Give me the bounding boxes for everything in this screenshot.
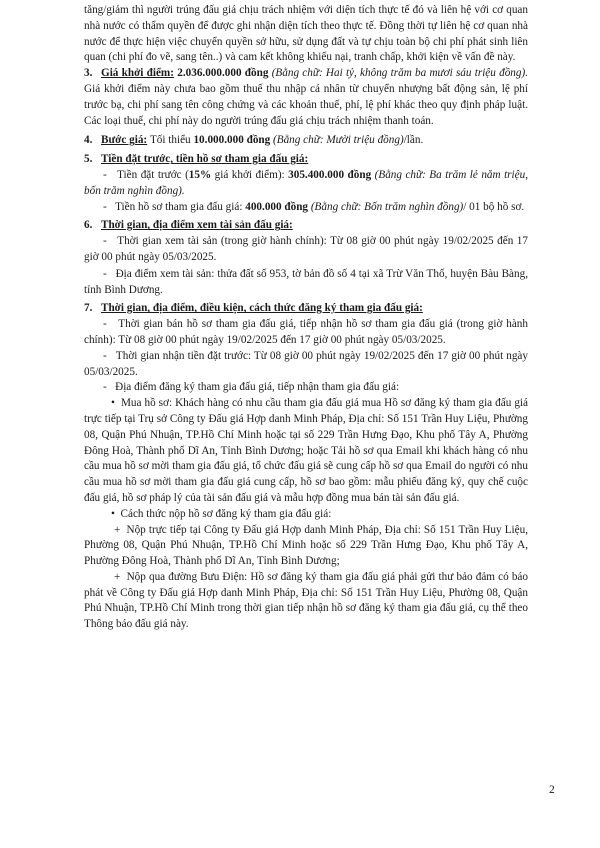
buy-dossier-bullet: • Mua hồ sơ: Khách hàng có nhu cầu tham gia đấu giá mua Hồ sơ đăng ký tham gia đấu giá trực tiếp tại Trụ sở Công ty Đấu giá Hợp danh Minh Pháp, Địa chỉ: Số 151 Trần Huy Liệu, Phường 08, Quận Phú Nhuận, TP.Hồ Chí Minh hoặc tại số 229 Trần Hưng Đạo, Khu phố Tây A, Phường Đông Hoà, Thành phố Dĩ An, Tỉnh Bình Dương; hoặc Tải hồ sơ qua Email khi khách hàng có nhu cầu mua hồ sơ mời tham gia đấu giá, tổ chức đấu giá sẽ cung cấp hồ sơ qua Email do người có nhu cầu mua hồ sơ mời tham gia đấu giá cung cấp, hồ sơ bao gồm: mẫu phiếu đăng ký, quy chế cuộc đấu giá, hồ sơ pháp lý của tài sản đấu giá và mẫu hợp đồng mua bán tài sản đấu giá.	[84, 397, 528, 504]
submit-in-person: + Nộp trực tiếp tại Công ty Đấu giá Hợp danh Minh Pháp, Địa chỉ: Số 151 Trần Huy Liệu, Phường 08, Quận Phú Nhuận, TP.Hồ Chí Minh hoặc số 229 Trần Hưng Đạo, Khu phố Tây A, Phường Đông Hoà, Thành phố Dĩ An, Tỉnh Bình Dương;	[84, 523, 528, 568]
section-number: 4.	[84, 134, 93, 147]
registration-location: - Địa điểm đăng ký tham gia đấu giá, tiếp nhận tham gia đấu giá:	[103, 381, 400, 394]
section-4-heading	[84, 133, 528, 149]
deposit-receipt-time: - Thời gian nhận tiền đặt trước: Từ 08 giờ 00 phút ngày 19/02/2025 đến 17 giờ 00 phút ngày 05/03/2025.	[84, 349, 528, 378]
dossier-fee-label: - Tiền hồ sơ tham gia đấu giá:	[103, 200, 246, 213]
deposit-line	[84, 168, 528, 200]
section-5-heading	[84, 152, 528, 168]
dossier-fee-amount: 400.000 đồng	[245, 200, 309, 213]
dossier-sale-time: - Thời gian bán hồ sơ tham gia đấu giá, tiếp nhận hồ sơ tham gia đấu giá (trong giờ hành chính): Từ 08 giờ 00 phút ngày 19/02/2025 đến 17 giờ 00 phút ngày 05/03/2025.	[84, 318, 528, 346]
dossier-fee-words: (Bằng chữ: Bốn trăm nghìn đồng)	[310, 200, 464, 213]
section-7-heading	[84, 301, 528, 317]
starting-price-amount: 2.036.000.000 đồng	[177, 67, 269, 80]
section-6-heading	[84, 218, 528, 234]
section-title: Bước giá:	[101, 134, 148, 147]
starting-price-note: Giá khởi điểm này chưa bao gồm thuế thu nhập cá nhân từ chuyển nhượng bất động sản, lệ phí trước bạ, chi phí sang tên công chứng và các khoản thuế, phí, lệ phí khác theo quy định pháp luật. Các loại thuế, chi phí này do người trúng đấu giá chịu trách nhiệm thanh toán.	[84, 82, 528, 127]
deposit-percent: 15%	[188, 168, 212, 181]
starting-price-words	[272, 67, 528, 79]
section-3-inline	[177, 67, 271, 79]
starting-price-words-text: (Bằng chữ: Hai tỷ, không trăm ba mươi sáu triệu đồng).	[271, 67, 529, 80]
bid-step-amount: 10.000.000 đồng	[193, 134, 271, 147]
page-number: 2	[549, 784, 555, 796]
viewing-location: - Địa điểm xem tài sản: thửa đất số 953, tờ bản đồ số 4 tại xã Trừ Văn Thố, huyện Bàu Bàng, tỉnh Bình Dương.	[84, 267, 528, 296]
section-title: Giá khởi điểm:	[101, 67, 174, 80]
section-title: Tiền đặt trước, tiền hồ sơ tham gia đấu giá:	[101, 153, 309, 166]
bid-step-post: /lần.	[403, 134, 424, 147]
submit-by-post: + Nộp qua đường Bưu Điện: Hồ sơ đăng ký tham gia đấu giá phải gửi thư bảo đảm có báo phát về Công ty Đấu giá Hợp danh Minh Pháp, Địa chỉ: Số 151 Trần Huy Liệu, Phường 08, Quận Phú Nhuận, TP.Hồ Chí Minh trong thời gian tiếp nhận hồ sơ đăng ký tham gia đấu giá, cụ thể theo Thông báo đấu giá này.	[84, 570, 528, 631]
section-number: 3.	[84, 67, 93, 80]
dossier-fee-post: / 01 bộ hồ sơ.	[463, 200, 525, 213]
submission-method-bullet: • Cách thức nộp hồ sơ đăng ký tham gia đấu giá:	[111, 507, 332, 520]
bid-step-words: (Bằng chữ: Mười triệu đồng)	[273, 134, 404, 147]
top-paragraph: tăng/giảm thì người trúng đấu giá chịu trách nhiệm với diện tích thực tế đó và liên hệ với cơ quan nhà nước có thẩm quyền để được ghi nhận diện tích theo thực tế. Đồng thời tự liên hệ cơ quan nhà nước để thực hiện việc chuyển quyền sở hữu, sử dụng đất và tự chịu toàn bộ chi phí phát sinh liên quan (chi phí đo vẽ, sang tên..) và cam kết không khiếu nại, tranh chấp, khởi kiện về vấn đề này.	[84, 4, 528, 64]
deposit-words: (Bằng chữ: Ba trăm lẻ năm triệu, bốn trăm nghìn đồng).	[84, 168, 528, 197]
section-number: 5.	[84, 153, 93, 166]
viewing-time: - Thời gian xem tài sản (trong giờ hành chính): Từ 08 giờ 00 phút ngày 19/02/2025 đến 17 giờ 00 phút ngày 05/03/2025.	[84, 235, 528, 263]
bid-step-pre: Tối thiểu	[149, 134, 191, 147]
deposit-amount: 305.400.000 đồng	[288, 168, 372, 181]
section-3-heading	[84, 67, 177, 79]
section-number: 6.	[84, 219, 93, 232]
document-body	[84, 3, 528, 633]
section-title: Thời gian, địa điểm, điều kiện, cách thức đăng ký tham gia đấu giá:	[101, 302, 423, 315]
dossier-fee-line	[84, 200, 528, 216]
section-title: Thời gian, địa điểm xem tài sản đấu giá:	[101, 219, 293, 232]
deposit-label: - Tiền đặt trước (	[103, 168, 189, 181]
section-number: 7.	[84, 302, 93, 315]
deposit-mid: giá khởi điểm):	[211, 168, 289, 181]
